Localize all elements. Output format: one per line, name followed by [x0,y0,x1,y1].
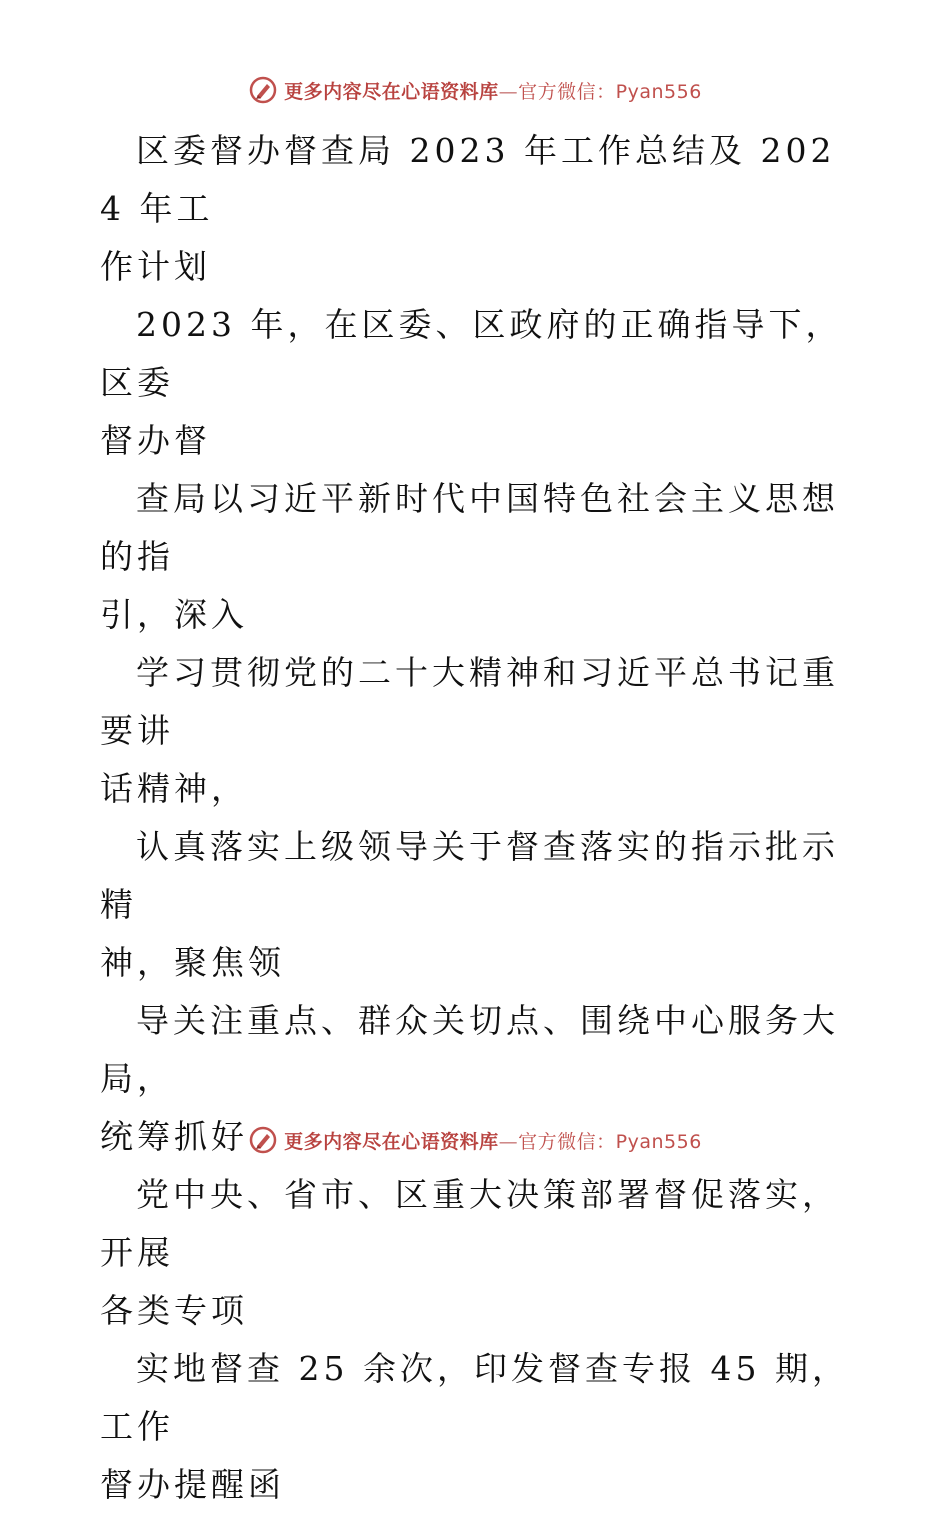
banner-text [284,1127,702,1154]
banner-dash: — [498,80,519,103]
banner-wechat-text: 官方微信：Pyan556 [518,1130,702,1153]
paragraph-line [100,818,860,992]
paragraph-line [100,644,860,818]
line-text: 查局以习近平新时代中国特色社会主义思想的指 [100,479,839,576]
document-body [100,122,860,1514]
line-text: 党中央、省市、区重大决策部署督促落实，开展 [100,1175,839,1272]
pen-seal-icon [248,1125,278,1155]
line-text-continued: 各类专项 [100,1291,248,1330]
banner-dash: — [498,1130,519,1153]
footer-banner [0,1120,950,1160]
line-text-continued: 督办督 [100,421,211,460]
title-line-2: 作计划 [100,247,211,286]
document-title [100,122,860,296]
banner-main-text: 更多内容尽在心语资料库 [284,1130,499,1153]
line-text-continued: 督办提醒函 [100,1465,285,1504]
paragraph-line [100,1166,860,1340]
pen-seal-icon [248,75,278,105]
line-text: 导关注重点、群众关切点、围绕中心服务大局， [100,1001,839,1098]
line-text-continued: 引，深入 [100,595,248,634]
line-text-continued: 神，聚焦领 [100,943,285,982]
paragraph-line [100,470,860,644]
line-text: 认真落实上级领导关于督查落实的指示批示精 [100,827,839,924]
line-text-continued: 统筹抓好 [100,1117,248,1156]
line-text: 2023 年，在区委、区政府的正确指导下，区委 [100,305,843,402]
paragraph-line [100,296,860,470]
title-line-1: 区委督办督查局 2023 年工作总结及 2024 年工 [100,131,836,228]
line-text-continued: 话精神， [100,769,248,808]
banner-main-text: 更多内容尽在心语资料库 [284,80,499,103]
line-text: 实地督查 25 余次，印发督查专报 45 期，工作 [100,1349,849,1446]
paragraph-line [100,1340,860,1514]
banner-wechat-text: 官方微信：Pyan556 [518,80,702,103]
header-banner [0,70,950,110]
line-text: 学习贯彻党的二十大精神和习近平总书记重要讲 [100,653,839,750]
banner-text [284,77,702,104]
